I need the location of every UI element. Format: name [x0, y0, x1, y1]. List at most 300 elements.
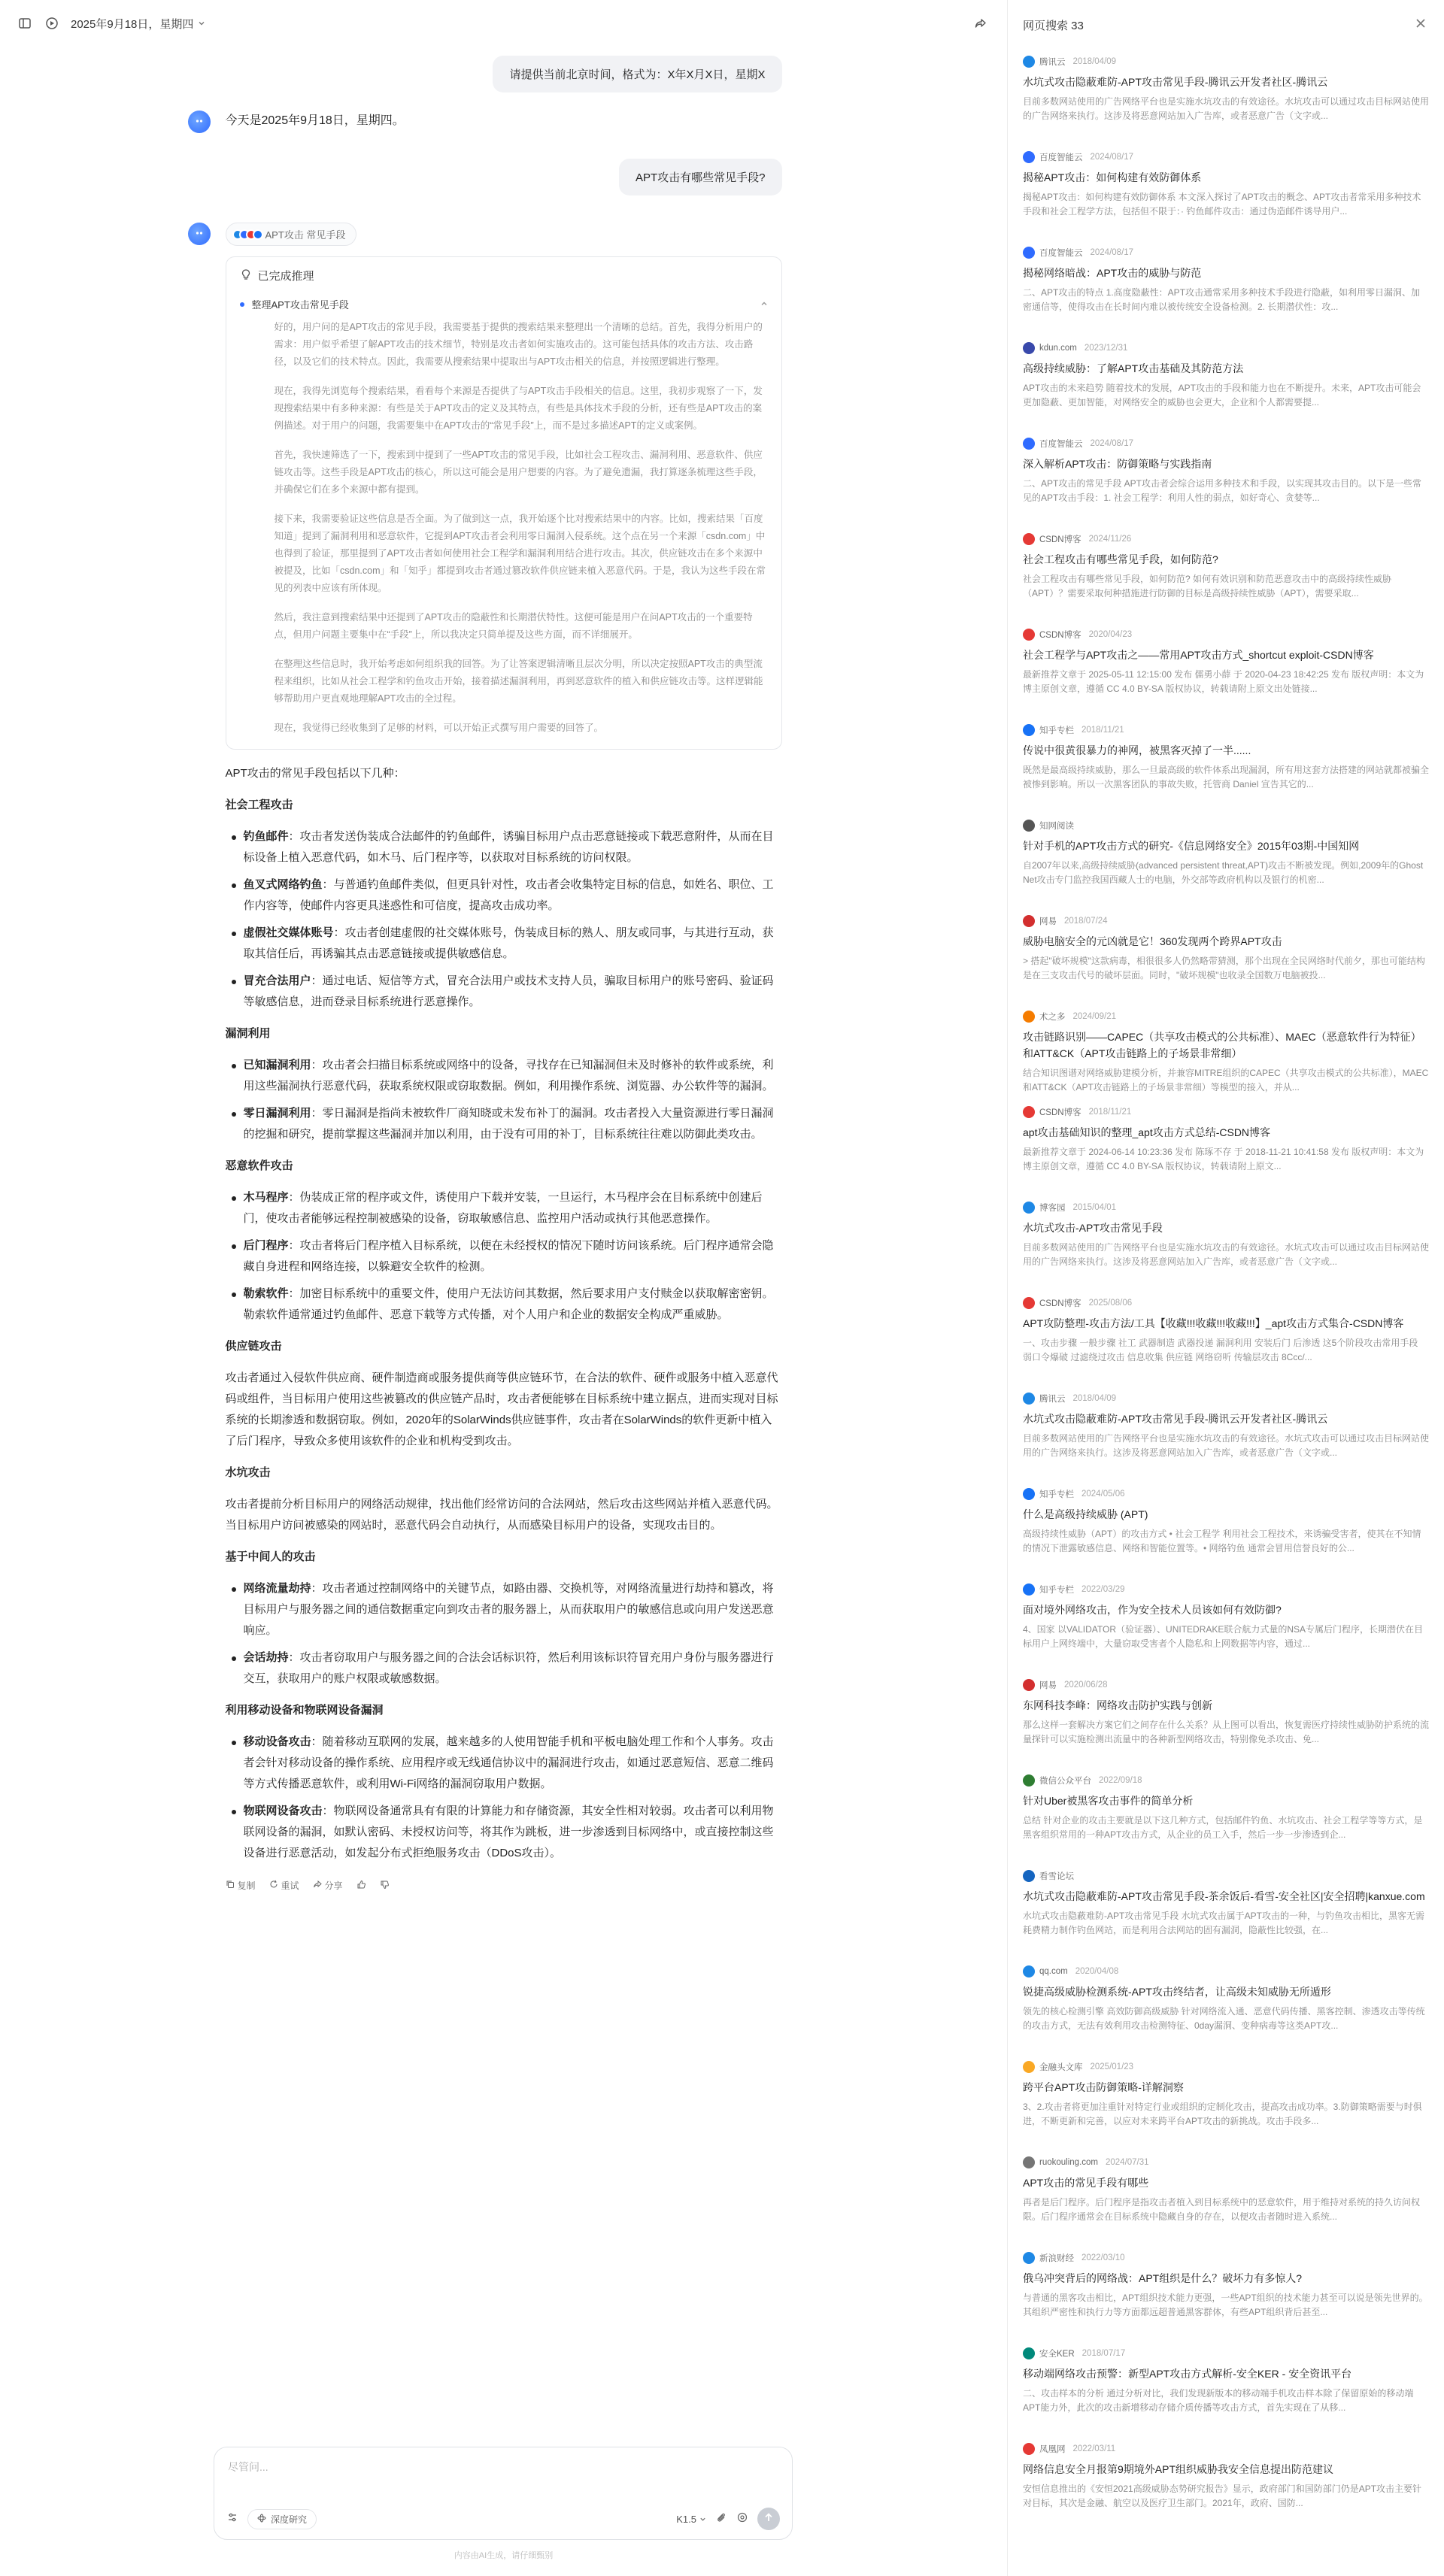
- search-result[interactable]: [1023, 2246, 1429, 2341]
- atom-icon: [257, 2514, 266, 2525]
- bullet-item: [226, 874, 782, 917]
- result-source: [1023, 1583, 1429, 1596]
- result-snippet: 二、APT攻击的特点 1.高度隐蔽性：APT攻击通常采用多种技术手段进行隐蔽，如利用零日漏洞、加密通信等，使得攻击在长时间内难以被传统安全设备检测。2. 长期潜伏性：攻...: [1023, 287, 1421, 312]
- source-favicon-icon: [1023, 2156, 1035, 2168]
- assistant-avatar: [188, 223, 211, 245]
- source-favicons: [232, 229, 259, 240]
- source-date: 2025/08/06: [1088, 1299, 1133, 1308]
- dislike-button[interactable]: [380, 1880, 390, 1892]
- source-name: 腾讯云: [1039, 1395, 1066, 1404]
- source-date: 2024/08/17: [1090, 248, 1134, 257]
- result-snippet: 领先的核心检测引擎 高效防御高级威胁 针对网络流入通、恶意代码传播、黑客控制、渗透攻击等传统的攻击方式，无法有效利用攻击检测特征、0day漏洞、变种病毒等这类APT攻...: [1023, 2006, 1425, 2031]
- bullet-text: ：攻击者窃取用户与服务器之间的合法会话标识符，然后利用该标识符冒充用户身份与服务器进行交互，获取用户的账户权限或敏感数据。: [243, 1651, 774, 1685]
- search-result[interactable]: [1023, 1673, 1429, 1768]
- tools-icon[interactable]: [226, 2511, 238, 2527]
- user-message-bubble: 请提供当前北京时间，格式为：X年X月X日，星期X: [493, 56, 781, 92]
- result-source: [1023, 438, 1429, 450]
- source-favicon-icon: [1023, 1965, 1035, 1977]
- bullet-item: [226, 1283, 782, 1326]
- result-snippet: 目前多数网站使用的广告网络平台也是实施水坑攻击的有效途径。水坑式攻击可以通过攻击目标网站使用的广告网络来执行。这涉及将恶意网站加入广告库，或者恶意广告（文字或...: [1023, 1242, 1429, 1267]
- result-title[interactable]: 水坑式攻击隐蔽难防-APT攻击常见手段-腾讯云开发者社区-腾讯云: [1023, 1413, 1328, 1425]
- source-favicon-icon: [1023, 438, 1035, 450]
- source-favicon-icon: [1023, 151, 1035, 163]
- result-title[interactable]: 传说中很黄很暴力的神网，被黑客灭掉了一半......: [1023, 744, 1251, 756]
- source-date: 2023/12/31: [1084, 344, 1128, 353]
- search-result[interactable]: [1023, 1959, 1429, 2055]
- result-source: [1023, 1011, 1429, 1023]
- result-source: [1023, 1679, 1429, 1691]
- section-heading: 基于中间人的攻击: [225, 1550, 316, 1563]
- source-date: 2024/08/17: [1090, 439, 1134, 448]
- source-favicon-icon: [1023, 2252, 1035, 2264]
- source-name: CSDN博客: [1039, 1299, 1081, 1308]
- result-source: [1023, 56, 1429, 68]
- source-name: 安全KER: [1039, 2350, 1075, 2359]
- result-snippet: 二、APT攻击的常见手段 APT攻击者会综合运用多种技术和手段，以实现其攻击目的。以下是一些常见的APT攻击手段：1. 社会工程学：利用人性的弱点，如好奇心、贪婪等...: [1023, 478, 1422, 503]
- bullet-item: [226, 1187, 782, 1229]
- bullet-item: [226, 1578, 782, 1641]
- model-label: K1.5: [676, 2513, 696, 2525]
- share-icon[interactable]: [972, 15, 989, 32]
- search-result[interactable]: [1023, 1577, 1429, 1673]
- section-heading: 利用移动设备和物联网设备漏洞: [225, 1704, 384, 1717]
- result-source: [1023, 2252, 1429, 2264]
- source-date: 2025/01/23: [1090, 2062, 1134, 2071]
- bullet-item: [226, 826, 782, 868]
- chat-scroll-area[interactable]: [0, 47, 1007, 2441]
- result-source: [1023, 533, 1429, 545]
- search-result[interactable]: [1023, 623, 1429, 718]
- source-favicon-icon: [1023, 533, 1035, 545]
- web-search-panel: [1008, 0, 1444, 2576]
- search-results-list[interactable]: [1008, 50, 1444, 2532]
- result-snippet: 与普通的黑客攻击相比，APT组织技术能力更强，一些APT组织的技术能力甚至可以说是领先世界的。其组织严密性和执行力等方面都远超普通黑客群体，有些APT组织背后甚至...: [1023, 2293, 1428, 2317]
- user-message-bubble: APT攻击有哪些常见手段?: [619, 159, 782, 195]
- result-snippet: 安恒信息推出的《安恒2021高级威胁态势研究报告》显示，政府部门和国防部门仍是APT攻击主要针对目标，其次是金融、航空以及医疗卫生部门。2021年，政府、国防...: [1023, 2484, 1422, 2508]
- source-date: 2024/09/21: [1072, 1012, 1117, 1021]
- share-label: 分享: [324, 1880, 343, 1891]
- source-date: 2024/11/26: [1088, 535, 1132, 544]
- source-favicon-icon: [1023, 1202, 1035, 1214]
- bullet-term: 物联网设备攻击: [243, 1805, 323, 1817]
- source-date: 2024/05/06: [1081, 1490, 1125, 1499]
- source-date: 2018/11/21: [1088, 1108, 1132, 1117]
- bullet-item: [226, 971, 782, 1013]
- source-date: 2015/04/01: [1072, 1203, 1117, 1212]
- bullet-item: [226, 923, 782, 965]
- bullet-term: 冒充合法用户: [243, 974, 311, 987]
- result-source: [1023, 2347, 1429, 2359]
- search-result[interactable]: [1023, 1196, 1429, 1291]
- bullet-list: [226, 1578, 782, 1690]
- bullet-item: [226, 1732, 782, 1795]
- search-query-label: APT攻击 常见手段: [265, 229, 346, 241]
- search-result[interactable]: [1023, 1100, 1429, 1196]
- result-title[interactable]: 深入解析APT攻击：防御策略与实践指南: [1023, 458, 1212, 470]
- sidebar-toggle-icon[interactable]: [17, 15, 33, 32]
- result-title[interactable]: 社会工程学与APT攻击之——常用APT攻击方式_shortcut exploit-CSDN博客: [1023, 649, 1374, 661]
- section-paragraph: 攻击者通过入侵软件供应商、硬件制造商或服务提供商等供应链环节，在合法的软件、硬件或服务中植入恶意代码或组件，当目标用户使用这些被篡改的供应链产品时，攻击者便能够在目标系统中建立据点，进而实现对目标系统的长期渗透和数据窃取。例如，2020年的SolarWinds供应链事件，攻击者在SolarWinds的软件更新中植入了后门程序，导致众多使用该软件的企业和机构受到攻击。: [225, 1371, 778, 1447]
- source-favicon-icon: [1023, 1488, 1035, 1500]
- section-heading: 供应链攻击: [225, 1340, 282, 1353]
- result-title[interactable]: 什么是高级持续威胁 (APT): [1023, 1508, 1148, 1520]
- source-favicon-icon: [1023, 1011, 1035, 1023]
- result-title[interactable]: 锐捷高级威胁检测系统-APT攻击终结者，让高级未知威胁无所遁形: [1023, 1986, 1331, 1998]
- search-result[interactable]: [1023, 2150, 1429, 2246]
- result-title[interactable]: APT攻防整理-攻击方法/工具【收藏!!!收藏!!!收藏!!!】_apt攻击方式集合-CSDN博客: [1023, 1317, 1404, 1329]
- result-source: [1023, 1106, 1429, 1118]
- result-source: [1023, 629, 1429, 641]
- result-source: [1023, 2156, 1429, 2168]
- source-name: 百度智能云: [1039, 440, 1083, 449]
- bullet-term: 已知漏洞利用: [243, 1059, 311, 1071]
- result-title[interactable]: 揭秘APT攻击：如何构建有效防御体系: [1023, 171, 1202, 183]
- model-selector[interactable]: [676, 2514, 706, 2525]
- reasoning-header[interactable]: [240, 268, 768, 283]
- source-date: 2018/07/17: [1081, 2349, 1126, 2358]
- source-name: 百度智能云: [1039, 249, 1083, 258]
- source-name: 看雪论坛: [1039, 1872, 1074, 1881]
- search-result[interactable]: [1023, 909, 1429, 1005]
- result-snippet: 最新推荐文章于 2025-05-11 12:15:00 发布 儒勇小薛 于 2020-04-23 18:42:25 发布 版权声明：本文为博主原创文章，遵循 CC 4.0 BY-SA 版权协议，转载请附上原文出处链接...: [1023, 669, 1424, 694]
- arrow-up-icon: [763, 2512, 774, 2526]
- source-date: 2022/03/10: [1081, 2253, 1125, 2262]
- assistant-answer: [226, 763, 782, 1864]
- result-snippet: 3、2.攻击者将更加注重针对特定行业或组织的定制化攻击，提高攻击成功率。3.防御策略需要与时俱进，不断更新和完善，以应对未来跨平台APT攻击的新挑战。攻击手段多...: [1023, 2102, 1422, 2126]
- source-date: 2018/11/21: [1081, 726, 1124, 735]
- retry-button[interactable]: [269, 1879, 299, 1892]
- source-name: 百度智能云: [1039, 153, 1083, 162]
- source-favicon-icon: [1023, 2347, 1035, 2359]
- bullet-list: [226, 1055, 782, 1145]
- result-title[interactable]: 东网科技李峰：网络攻击防护实践与创新: [1023, 1699, 1212, 1711]
- source-name: qq.com: [1039, 1967, 1068, 1976]
- assistant-message-text: 今天是2025年9月18日，星期四。: [225, 114, 405, 127]
- result-title[interactable]: 水坑式攻击隐蔽难防-APT攻击常见手段-茶余饭后-看雪-安全社区|安全招聘|kanxue.com: [1023, 1890, 1425, 1902]
- result-title[interactable]: 威胁电脑安全的元凶就是它！360发现两个跨界APT攻击: [1023, 935, 1282, 947]
- user-message: [226, 159, 782, 195]
- result-source: [1023, 342, 1429, 354]
- top-bar: [0, 0, 1007, 47]
- search-result[interactable]: [1023, 1768, 1429, 1864]
- bullet-text: ：与普通钓鱼邮件类似，但更具针对性，攻击者会收集特定目标的信息，如姓名、职位、工作内容等，使邮件内容更具迷惑性和可信度，提高攻击成功率。: [243, 878, 774, 912]
- chevron-down-icon: [198, 17, 205, 30]
- assistant-message: [226, 111, 782, 132]
- step-dot-icon: [240, 302, 244, 307]
- result-source: [1023, 2061, 1429, 2073]
- result-source: [1023, 820, 1429, 832]
- search-result[interactable]: [1023, 336, 1429, 432]
- bullet-item: [226, 1647, 782, 1690]
- result-source: [1023, 1774, 1429, 1787]
- bullet-item: [226, 1103, 782, 1145]
- source-favicon-icon: [1023, 1774, 1035, 1787]
- result-title[interactable]: 面对境外网络攻击，作为安全技术人员该如何有效防御?: [1023, 1604, 1282, 1616]
- result-title[interactable]: 网络信息安全月报第9期境外APT组织威胁我安全信息提出防范建议: [1023, 2463, 1334, 2475]
- bullet-text: ：物联网设备通常具有有限的计算能力和存储资源，其安全性相对较弱。攻击者可以利用物联网设备的漏洞，如默认密码、未授权访问等，将其作为跳板，进一步渗透到目标网络中，或直接控制这些设备进行恶意活动，如发起分布式拒绝服务攻击（DDoS攻击）。: [243, 1805, 774, 1859]
- result-title[interactable]: 揭秘网络暗战：APT攻击的威胁与防范: [1023, 267, 1202, 279]
- thumbs-down-icon: [380, 1880, 390, 1892]
- bullet-text: ：攻击者将后门程序植入目标系统，以便在未经授权的情况下随时访问该系统。后门程序通常会隐藏自身进程和网络连接，以躲避安全软件的检测。: [243, 1239, 774, 1273]
- search-result[interactable]: [1023, 432, 1429, 527]
- source-name: 知乎专栏: [1039, 1586, 1074, 1595]
- search-result[interactable]: [1023, 1864, 1429, 1959]
- new-chat-icon[interactable]: [44, 15, 60, 32]
- bullet-text: ：零日漏洞是指尚未被软件厂商知晓或未发布补丁的漏洞。攻击者投入大量资源进行零日漏洞的挖掘和研究，提前掌握这些漏洞并加以利用，由于没有可用的补丁，目标系统往往难以防御此类攻击。: [243, 1107, 774, 1141]
- source-name: 知乎专栏: [1039, 1490, 1074, 1499]
- search-result[interactable]: [1023, 1482, 1429, 1577]
- search-result[interactable]: [1023, 2437, 1429, 2532]
- send-button[interactable]: [757, 2508, 780, 2530]
- bullet-list: [226, 826, 782, 1013]
- reasoning-paragraph: 在整理这些信息时，我开始考虑如何组织我的回答。为了让答案逻辑清晰且层次分明，所以决定按照APT攻击的典型流程来组织，比如从社会工程学和钓鱼攻击开始，接着描述漏洞利用，再到恶意软件的植入和供应链攻击等。这样逻辑能够帮助用户更直观地理解APT攻击的全过程。: [274, 659, 763, 704]
- message-actions: [226, 1879, 782, 1892]
- section-heading: 社会工程攻击: [225, 799, 293, 811]
- search-result[interactable]: [1023, 1291, 1429, 1386]
- result-title[interactable]: APT攻击的常见手段有哪些: [1023, 2177, 1149, 2189]
- result-snippet: 水坑式攻击隐蔽难防-APT攻击常见手段 水坑式攻击属于APT攻击的一种，与钓鱼攻击相比，黑客无需耗费精力制作钓鱼网站，而是利用合法网站的固有漏洞，隐蔽性比较强，在...: [1023, 1911, 1425, 1935]
- result-snippet: > 搭起"破坏规模"这款病毒，相很很多人仍然略带猜测，那个出现在全民网络时代前夕，那也可能结构是在三支攻击代号的破坏层面。同时，"破坏规模"也收录全国数万电脑被投...: [1023, 956, 1425, 980]
- source-date: 2024/08/17: [1090, 153, 1134, 162]
- reasoning-paragraph: 接下来，我需要验证这些信息是否全面。为了做到这一点，我开始逐个比对搜索结果中的内容。比如，搜索结果「百度知道」提到了漏洞利用和恶意软件，它提到APT攻击者会利用零日漏洞入侵系统。这个点在另一个来源「csdn.com」中也得到了验证，那里提到了APT攻击者如何使用社会工程学和漏洞利用结合进行攻击。其次，供应链攻击在多个来源中被提及，比如「csdn.com」和「知乎」都提到攻击者通过篡改软件供应链来植入恶意代码。于是，我认为这些手段在常见的列表中应该有所体现。: [274, 514, 766, 593]
- bullet-term: 网络流量劫持: [243, 1582, 311, 1595]
- source-name: 博客园: [1039, 1204, 1066, 1213]
- source-name: 知网阅读: [1039, 822, 1074, 831]
- reasoning-paragraph: 现在，我觉得已经收集到了足够的材料，可以开始正式撰写用户需要的回答了。: [274, 723, 604, 733]
- result-title[interactable]: 移动端网络攻击预警：新型APT攻击方式解析-安全KER - 安全资讯平台: [1023, 2368, 1352, 2380]
- search-result[interactable]: [1023, 50, 1429, 145]
- result-snippet: 再者是后门程序。后门程序是指攻击者植入到目标系统中的恶意软件，用于维持对系统的持久访问权限。后门程序通常会在目标系统中隐藏自身的存在，以便攻击者随时进入系统...: [1023, 2197, 1421, 2222]
- result-source: [1023, 915, 1429, 927]
- bullet-term: 虚假社交媒体账号: [243, 926, 334, 939]
- section-heading: 漏洞利用: [225, 1027, 271, 1040]
- bullet-text: ：攻击者发送伪装成合法邮件的钓鱼邮件，诱骗目标用户点击恶意链接或下载恶意附件，从而在目标设备上植入恶意代码，如木马、后门程序等，以获取对目标系统的访问权限。: [243, 830, 774, 864]
- copy-button[interactable]: [226, 1879, 256, 1892]
- answer-sections: [226, 795, 782, 1326]
- copy-icon: [226, 1880, 235, 1891]
- section-paragraph: 攻击者提前分析目标用户的网络活动规律，找出他们经常访问的合法网站，然后攻击这些网站并植入恶意代码。当目标用户访问被感染的网站时，恶意代码会自动执行，从而感染目标用户的设备，实现攻击目的。: [225, 1498, 778, 1532]
- assistant-avatar: [188, 111, 211, 133]
- search-result[interactable]: [1023, 814, 1429, 909]
- source-date: 2020/06/28: [1064, 1680, 1108, 1690]
- source-date: 2018/07/24: [1064, 917, 1108, 926]
- reasoning-paragraph: 首先，我快速筛选了一下，搜索到中提到了一些APT攻击的常见手段，比如社会工程攻击、漏洞利用、恶意软件、供应链攻击等。这些手段是APT攻击的核心，所以这可能会是用户想要的内容。为了避免遗漏，我打算逐条梳理这些手段，并确保它们在多个来源中都有提到。: [274, 450, 763, 495]
- result-snippet: 4、国家 以VALIDATOR（验证器）、UNITEDRAKE联合航力式量的NSA专属后门程序，长期潜伏在目标用户上网终端中，大量窃取受害者个人隐私和上网数据等内容，通过...: [1023, 1624, 1424, 1649]
- result-snippet: 目前多数网站使用的广告网络平台也是实施水坑攻击的有效途径。水坑式攻击可以通过攻击目标网站使用的广告网络来执行。这涉及将恶意网站加入广告库，或者恶意广告（文字或...: [1023, 1433, 1429, 1458]
- bullet-term: 会话劫持: [243, 1651, 289, 1664]
- retry-label: 重试: [281, 1880, 299, 1891]
- result-title[interactable]: apt攻击基础知识的整理_apt攻击方式总结-CSDN博客: [1023, 1126, 1271, 1138]
- result-snippet: 社会工程攻击有哪些常见手段，如何防范? 如何有效识别和防范恶意攻击中的高级持续性威胁（APT）？需要采取何种措施进行防御的目标是高级持续性威胁（APT），需要采取...: [1023, 574, 1392, 599]
- source-date: 2022/03/11: [1072, 2444, 1116, 2453]
- source-favicon-icon: [1023, 2061, 1035, 2073]
- result-title[interactable]: 水坑式攻击隐蔽难防-APT攻击常见手段-腾讯云开发者社区-腾讯云: [1023, 76, 1328, 88]
- source-name: 微信公众平台: [1039, 1777, 1091, 1786]
- panel-title: 网页搜索 33: [1023, 19, 1084, 32]
- bullet-text: ：随着移动互联网的发展，越来越多的人使用智能手机和平板电脑处理工作和个人事务。攻击者会针对移动设备的操作系统、应用程序或无线通信协议中的漏洞进行攻击，如通过恶意短信、恶意二维码等方式传播恶意软件，或利用Wi-Fi网络的漏洞窃取用户数据。: [243, 1735, 774, 1790]
- search-result[interactable]: [1023, 1386, 1429, 1482]
- search-result[interactable]: [1023, 527, 1429, 623]
- bullet-list: [226, 1732, 782, 1864]
- result-source: [1023, 1488, 1429, 1500]
- result-snippet: 那么这样一套解决方案它们之间存在什么关系？从上图可以看出，恢复需医疗持续性威胁防护系统的流量探针可以实施检测出流量中的各种新型网络攻击，特别像免杀攻击、免...: [1023, 1720, 1429, 1744]
- result-snippet: 高级持续性威胁（APT）的攻击方式 • 社会工程学 利用社会工程技术，来诱骗受害者，使其在不知情的情况下泄露敏感信息、网络和智能位置等。• 网络钓鱼 通常会冒用信誉良好的公...: [1023, 1529, 1421, 1553]
- source-name: kdun.com: [1039, 344, 1077, 353]
- source-name: CSDN博客: [1039, 631, 1081, 640]
- source-favicon-icon: [1023, 56, 1035, 68]
- search-result[interactable]: [1023, 1005, 1429, 1100]
- result-snippet: APT攻击的未来趋势 随着技术的发展，APT攻击的手段和能力也在不断提升。未来，APT攻击可能会更加隐蔽、更加智能，对网络安全的威胁也会更大，企业和个人都需要提...: [1023, 383, 1421, 408]
- bullet-term: 钓鱼邮件: [243, 830, 289, 843]
- reasoning-panel: [226, 256, 782, 750]
- source-date: 2018/04/09: [1072, 57, 1117, 66]
- source-favicon-icon: [1023, 1393, 1035, 1405]
- bullet-item: [226, 1801, 782, 1864]
- like-button[interactable]: [356, 1880, 366, 1892]
- result-source: [1023, 151, 1429, 163]
- source-date: 2018/04/09: [1072, 1394, 1117, 1403]
- bullet-term: 鱼叉式网络钓鱼: [243, 878, 323, 891]
- reasoning-paragraph: 然后，我注意到搜索结果中还提到了APT攻击的隐蔽性和长期潜伏特性。这便可能是用户在问APT攻击的一个重要特点，但用户问题主要集中在“手段”上，所以我决定只简单提及这些方面，而不详细展开。: [274, 612, 753, 640]
- reasoning-paragraph: 好的，用户问的是APT攻击的常见手段，我需要基于提供的搜索结果来整理出一个清晰的总结。首先，我得分析用户的需求：用户似乎希望了解APT攻击的技术细节，特别是攻击者如何实施攻击的。这可能包括具体的攻击方法、攻击路径，以及它们的技术特点。因此，我需要从搜索结果中提取出与APT攻击相关的信息，并按照逻辑进行整理。: [274, 322, 763, 367]
- source-favicon-icon: [1023, 247, 1035, 259]
- result-snippet: 揭秘APT攻击：如何构建有效防御体系 本文深入探讨了APT攻击的概念、APT攻击者常采用多种技术手段和社会工程学方法，包括但不限于：· 钓鱼邮件攻击：通过伪造邮件诱导用户...: [1023, 192, 1421, 217]
- result-snippet: 一、攻击步骤 一般步骤 社工 武器制造 武器投递 漏洞利用 安装后门 后渗透 这5个阶段攻击常用手段 弱口令爆破 过滤绕过攻击 信息收集 供应链 网络窃听 传输层攻击 8Ccc/...: [1023, 1338, 1418, 1362]
- search-result[interactable]: [1023, 2055, 1429, 2150]
- result-snippet: 二、攻击样本的分析 通过分析对比，我们发现新版本的移动端手机攻击样本除了保留原始的移动端APT能力外，此次的攻击新增移动存储介质传播等攻击方式，首先实现在了从移...: [1023, 2388, 1414, 2413]
- result-snippet: 自2007年以来,高级持续威胁(advanced persistent threat,APT)攻击不断被发现。例如,2009年的Ghost Net攻击专门监控我国西藏人士的电脑，外交部等政府机构以及银行的机密...: [1023, 860, 1424, 885]
- copy-label: 复制: [237, 1880, 256, 1891]
- source-favicon-icon: [1023, 1679, 1035, 1691]
- chevron-down-icon: [699, 2514, 706, 2525]
- assistant-message: [226, 223, 782, 1892]
- source-favicon-icon: [1023, 915, 1035, 927]
- settings-icon[interactable]: [736, 2511, 748, 2527]
- close-icon[interactable]: [1415, 18, 1426, 32]
- result-source: [1023, 1202, 1429, 1214]
- result-snippet: 目前多数网站使用的广告网络平台也是实施水坑攻击的有效途径。水坑攻击可以通过攻击目标网站使用的广告网络来执行。这涉及将恶意网站加入广告库，或者恶意广告（文字或...: [1023, 96, 1429, 121]
- source-name: 术之多: [1039, 1013, 1066, 1022]
- result-source: [1023, 1965, 1429, 1977]
- source-name: CSDN博客: [1039, 535, 1081, 544]
- bullet-term: 木马程序: [243, 1191, 289, 1204]
- source-favicon-icon: [1023, 820, 1035, 832]
- conversation-title[interactable]: [71, 16, 205, 32]
- reasoning-status: 已完成推理: [257, 270, 314, 283]
- message-input[interactable]: 尽管问...: [228, 2461, 268, 2473]
- result-source: [1023, 1297, 1429, 1309]
- result-source: [1023, 1393, 1429, 1405]
- source-date: 2022/09/18: [1099, 1776, 1142, 1785]
- search-sources-chip[interactable]: [226, 223, 357, 246]
- section-heading: 水坑攻击: [225, 1466, 271, 1479]
- reasoning-step[interactable]: [240, 297, 768, 311]
- source-name: CSDN博客: [1039, 1108, 1081, 1117]
- result-title[interactable]: 水坑式攻击-APT攻击常见手段: [1023, 1222, 1163, 1234]
- bullet-text: ：攻击者创建虚假的社交媒体账号，伪装成目标的熟人、朋友或同事，与其进行互动，获取其信任后，再诱骗其点击恶意链接或提供敏感信息。: [243, 926, 774, 960]
- result-source: [1023, 247, 1429, 259]
- answer-intro: APT攻击的常见手段包括以下几种：: [225, 767, 405, 780]
- chevron-up-icon[interactable]: [760, 299, 768, 310]
- result-source: [1023, 724, 1429, 736]
- reasoning-body: [240, 319, 768, 737]
- result-title[interactable]: 社会工程攻击有哪些常见手段，如何防范?: [1023, 553, 1218, 565]
- source-date: 2024/07/31: [1105, 2158, 1149, 2167]
- search-result[interactable]: [1023, 241, 1429, 336]
- result-title[interactable]: 跨平台APT攻击防御策略-详解洞察: [1023, 2081, 1184, 2093]
- search-result[interactable]: [1023, 145, 1429, 241]
- result-title[interactable]: 针对Uber被黑客攻击事件的简单分析: [1023, 1795, 1194, 1807]
- source-name: ruokouling.com: [1039, 2158, 1098, 2167]
- result-source: [1023, 2443, 1429, 2455]
- source-name: 凤凰网: [1039, 2445, 1066, 2454]
- bullet-text: ：攻击者通过控制网络中的关键节点，如路由器、交换机等，对网络流量进行劫持和篡改，将目标用户与服务器之间的通信数据重定向到攻击者的服务器上，从而获取用户的敏感信息或向用户发送恶意响应。: [243, 1582, 774, 1637]
- bullet-item: [226, 1235, 782, 1277]
- bullet-list: [226, 1187, 782, 1326]
- bullet-text: ：伪装成正常的程序或文件，诱使用户下载并安装，一旦运行，木马程序会在目标系统中创建后门，使攻击者能够远程控制被感染的设备，窃取敏感信息、监控用户活动或执行其他恶意操作。: [243, 1191, 763, 1225]
- section-heading: 恶意软件攻击: [225, 1159, 293, 1172]
- source-name: 新浪财经: [1039, 2254, 1074, 2263]
- result-title[interactable]: 高级持续威胁：了解APT攻击基础及其防范方法: [1023, 362, 1244, 374]
- source-date: 2020/04/23: [1088, 630, 1133, 639]
- search-result[interactable]: [1023, 2341, 1429, 2437]
- disclaimer: 内容由AI生成，请仔细甄别: [454, 2551, 554, 2560]
- source-name: 金融头文库: [1039, 2063, 1083, 2072]
- user-message: [226, 56, 782, 92]
- refresh-icon: [269, 1880, 278, 1891]
- source-favicon-icon: [1023, 629, 1035, 641]
- result-snippet: 最新推荐文章于 2024-06-14 10:23:36 发布 陈琢不存 于 2018-11-21 10:41:58 发布 版权声明：本文为博主原创文章，遵循 CC 4.0 BY-SA 版权协议，转载请附上原文...: [1023, 1147, 1424, 1171]
- source-name: 网易: [1039, 917, 1057, 926]
- source-name: 腾讯云: [1039, 58, 1066, 67]
- result-title[interactable]: 攻击链路识别——CAPEC（共享攻击模式的公共标准）、MAEC（恶意软件行为特征）和ATT&CK（APT攻击链路上的子场景非常细）: [1023, 1031, 1421, 1059]
- result-title[interactable]: 针对手机的APT攻击方式的研究-《信息网络安全》2015年03期-中国知网: [1023, 840, 1360, 852]
- source-name: 知乎专栏: [1039, 726, 1074, 735]
- attach-icon[interactable]: [715, 2511, 727, 2527]
- source-favicon-icon: [1023, 2443, 1035, 2455]
- result-snippet: 既然是最高级持续威胁，那么一旦最高级的软件体系出现漏洞，所有用这套方法搭建的网站就都被骗全被惨到影响。所以一次黑客团队的事故失败，托管商 Daniel 宣告其它的...: [1023, 765, 1429, 789]
- message-composer[interactable]: [214, 2447, 793, 2540]
- share-button[interactable]: [313, 1879, 343, 1892]
- bullet-term: 零日漏洞利用: [243, 1107, 311, 1120]
- deep-research-button[interactable]: [247, 2509, 317, 2529]
- deep-research-label: 深度研究: [271, 2514, 308, 2525]
- bullet-text: ：通过电话、短信等方式，冒充合法用户或技术支持人员，骗取目标用户的账号密码、验证码等敏感信息，进而登录目标系统进行恶意操作。: [243, 974, 774, 1008]
- search-result[interactable]: [1023, 718, 1429, 814]
- share-icon: [313, 1880, 322, 1891]
- source-favicon-icon: [1023, 1106, 1035, 1118]
- source-favicon-icon: [1023, 724, 1035, 736]
- thumbs-up-icon: [356, 1880, 366, 1892]
- lightbulb-icon: [240, 268, 252, 283]
- source-favicon-icon: [1023, 1297, 1035, 1309]
- panel-header: [1008, 0, 1444, 50]
- bullet-term: 后门程序: [243, 1239, 289, 1252]
- source-date: 2022/03/29: [1081, 1585, 1125, 1594]
- result-snippet: 结合知识图谱对网络威胁建模分析，并兼容MITRE组织的CAPEC（共享攻击模式的公共标准），MAEC和ATT&CK（APT攻击链路上的子场景非常细）等模型的接入，并从...: [1023, 1068, 1429, 1093]
- bullet-term: 移动设备攻击: [243, 1735, 311, 1748]
- conversation-title-text: 2025年9月18日，星期四: [71, 17, 194, 31]
- source-favicon-icon: [1023, 342, 1035, 354]
- result-snippet: 总结 针对企业的攻击主要就是以下这几种方式，包括邮件钓鱼、水坑攻击、社会工程学等等方式，是黑客组织常用的一种APT攻击方式，从企业的员工入手，然后一步一步渗透到企...: [1023, 1815, 1423, 1840]
- reasoning-paragraph: 现在，我得先浏览每个搜索结果，看看每个来源是否提供了与APT攻击手段相关的信息。这里，我初步观察了一下，发现搜索结果中有多种来源：有些是关于APT攻击的定义及其特点，有些是具体技术手段的分析，还有些是APT攻击的案例描述。对于用户的问题，我需要集中在APT攻击的“常见手段”上，而不是过多描述APT的定义或案例。: [274, 386, 763, 431]
- source-favicon-icon: [1023, 1870, 1035, 1882]
- bullet-text: ：攻击者会扫描目标系统或网络中的设备，寻找存在已知漏洞但未及时修补的软件或系统，利用这些漏洞执行恶意代码，获取系统权限或窃取数据。例如，利用操作系统、浏览器、办公软件等的漏洞。: [243, 1059, 774, 1093]
- source-favicon-icon: [1023, 1583, 1035, 1596]
- result-title[interactable]: 俄乌冲突背后的网络战：APT组织是什么？破坏力有多惊人?: [1023, 2272, 1303, 2284]
- bullet-item: [226, 1055, 782, 1097]
- answer-sections: [226, 1547, 782, 1864]
